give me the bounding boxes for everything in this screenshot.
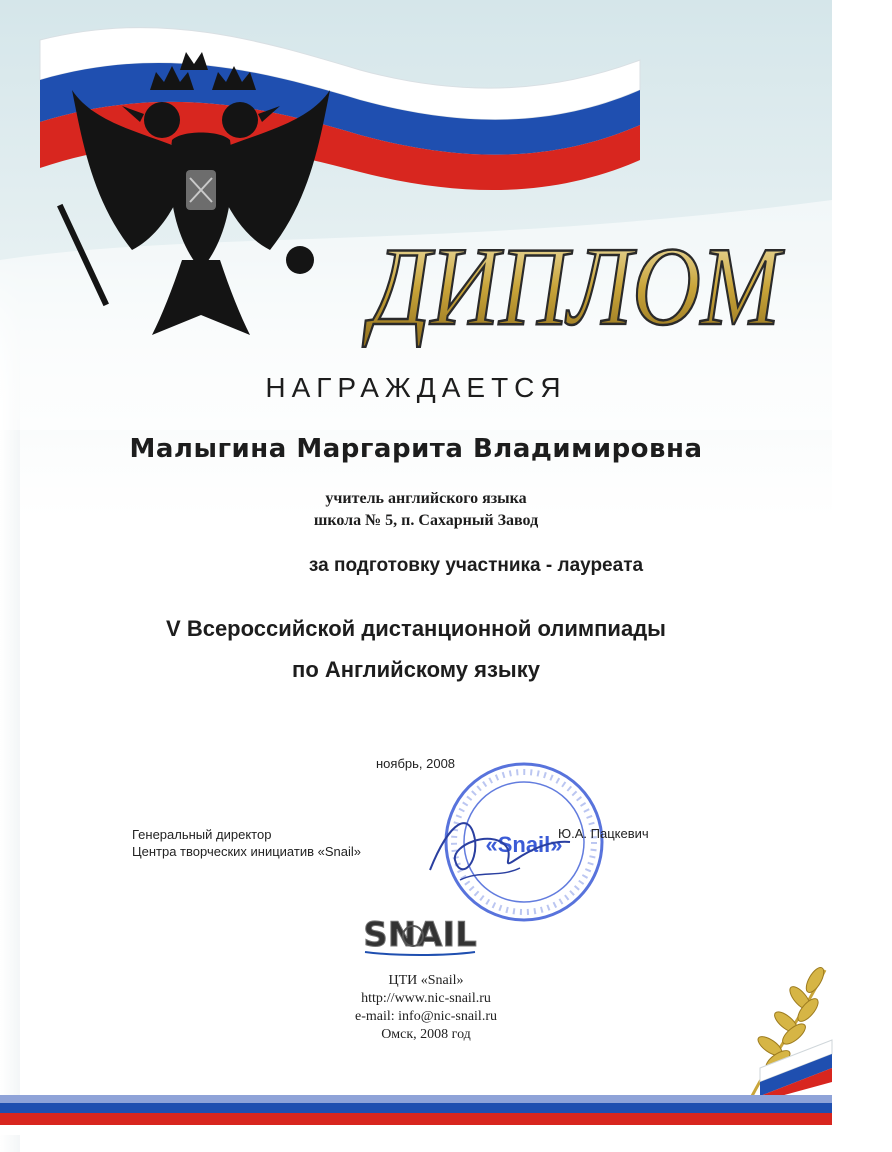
- laurel-branch-icon: [690, 950, 832, 1100]
- contact-email: e-mail: info@nic-snail.ru: [355, 1009, 497, 1024]
- title-text: ДИПЛОМ: [362, 225, 785, 349]
- olympiad-line-1: V Всероссийской дистанционной олимпиады: [166, 616, 666, 641]
- issue-date: ноябрь, 2008: [376, 756, 456, 771]
- director-title: Генеральный директор: [132, 827, 272, 842]
- contact-city-year: Омск, 2008 год: [381, 1027, 471, 1042]
- awarded-label: НАГРАЖДАЕТСЯ: [265, 372, 567, 403]
- signer-name: Ю.А. Пацкевич: [558, 826, 649, 841]
- olympiad-line-2: по Английскому языку: [292, 657, 540, 682]
- signature: [420, 800, 580, 890]
- coat-of-arms-icon: [62, 50, 342, 350]
- logo-text: SNAIL: [363, 915, 477, 955]
- contact-org: ЦТИ «Snail»: [388, 973, 464, 988]
- stamp-text: «Snail»: [485, 832, 563, 857]
- award-reason: за подготовку участника - лауреата: [308, 555, 644, 576]
- director-block: [132, 826, 361, 860]
- director-org: Центра творческих инициатив «Snail»: [132, 844, 361, 859]
- diploma-title: [360, 212, 790, 347]
- contact-site: http://www.nic-snail.ru: [361, 991, 491, 1006]
- recipient-name: Малыгина Маргарита Владимировна: [129, 434, 703, 464]
- snail-logo: [355, 908, 485, 960]
- position-line-2: школа № 5, п. Сахарный Завод: [313, 512, 539, 529]
- bottom-flag-stripe: [0, 1095, 832, 1135]
- position-line-1: учитель английского языка: [325, 490, 527, 507]
